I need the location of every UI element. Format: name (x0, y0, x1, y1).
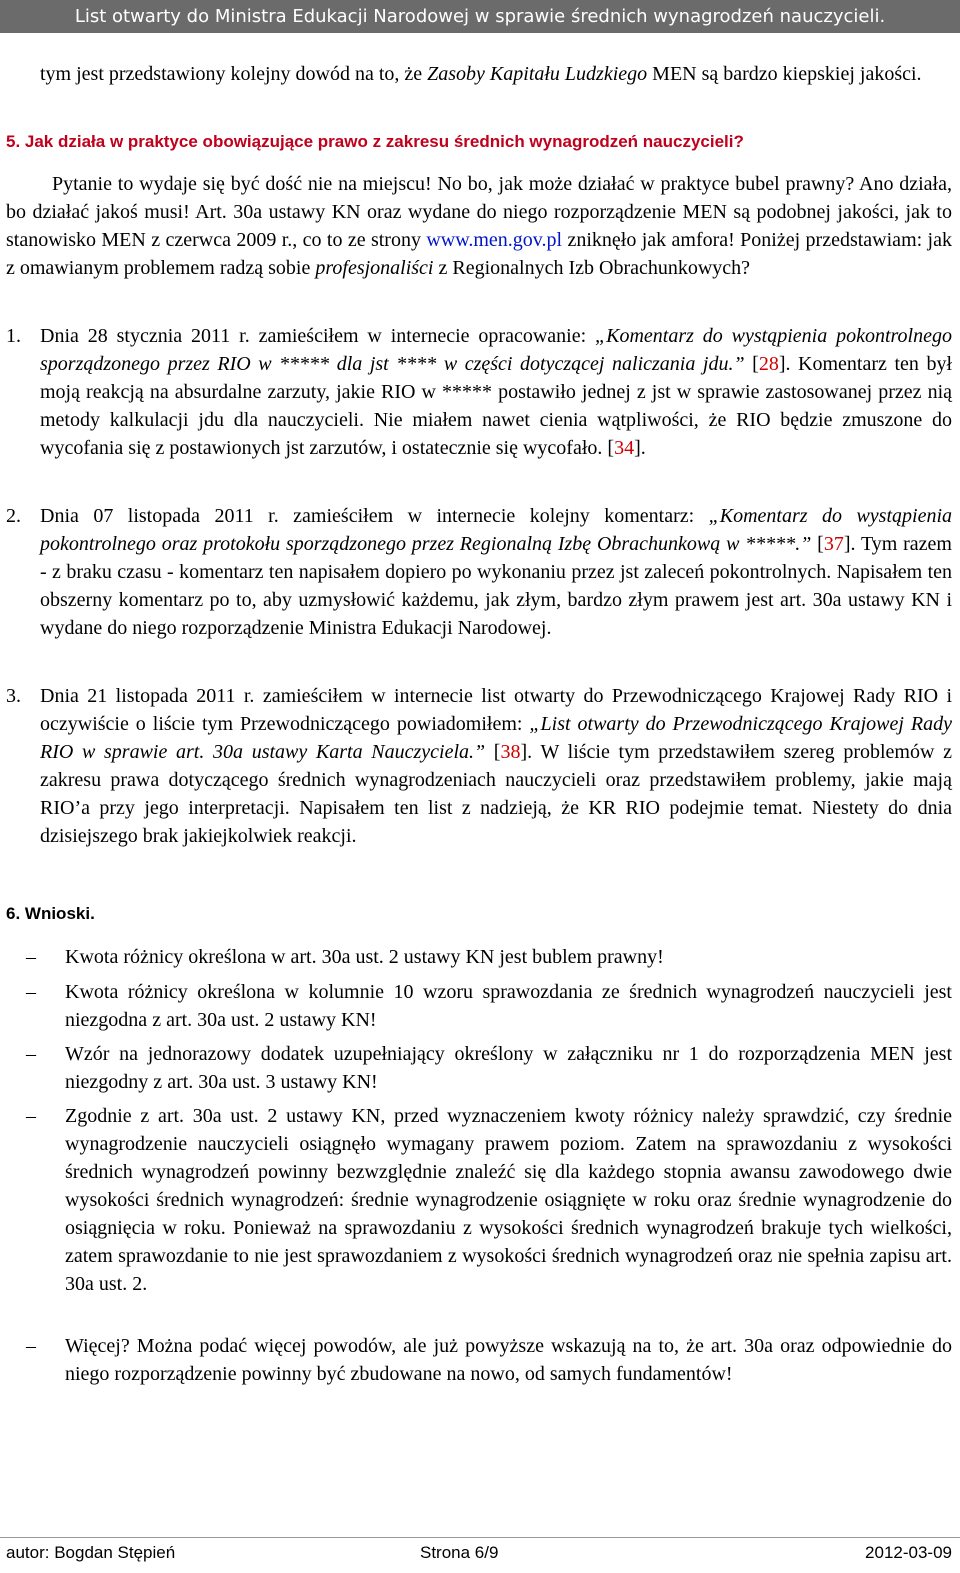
list-item: Dnia 28 stycznia 2011 r. zamieściłem w internecie opracowanie: „Komentarz do wystąpienia pokontrolnego sporządzonego przez RIO w ***** dla jst **** w części dotyczącej naliczania jdu.” [28]. Komentarz ten był moją reakcją na absurdalne zarzuty, jakie RIO w ***** postawiło jednej z jst w sprawie zastosowanej przez nią metody kalkulacji jdu dla nauczycieli. Nie miałem nawet cienia wątpliwości, że RIO będzie zmuszone do wycofania się z postawionych jst zarzutów, i ostatecznie się wycofało. [34]. (40, 325, 953, 459)
page-header: List otwarty do Ministra Edukacji Narodowej w sprawie średnich wynagrodzeń nauczycieli. (0, 0, 960, 33)
bullet-dash: – (26, 981, 36, 1003)
list-item: Dnia 07 listopada 2011 r. zamieściłem w internecie kolejny komentarz: „Komentarz do wystąpienia pokontrolnego oraz protokołu sporządzonego przez Regionalną Izbę Obrachunkową w *****.” [37]. Tym razem - z braku czasu - komentarz ten napisałem dopiero po wykonaniu przez jst zaleceń pokontrolnych. Napisałem ten obszerny komentarz po to, aby uzmysłowić każdemu, jak złym, bardzo złym prawem jest art. 30a ustawy KN i wydane do niego rozporządzenie Ministra Edukacji Narodowej. (40, 505, 953, 639)
bullet-item: Zgodnie z art. 30a ust. 2 ustawy KN, przed wyznaczeniem kwoty różnicy należy sprawdzić, czy średnie wynagrodzenie nauczycieli osiągnęło wymagany prawem poziom. Zatem na sprawozdaniu z wysokości średnich wynagrodzeń powinny bezwzględnie znaleźć się dla każdego stopnia awansu zawodowego dwie wysokości średnich wynagrodzeń: średnie wynagrodzenie osiągnięte w roku oraz średnie wynagrodzenie do osiągnięcia w roku. Ponieważ na sprawozdaniu z wysokości średnich wynagrodzeń brakuje tych wielkości, zatem sprawozdanie to nie jest sprawozdaniem z wysokości średnich wynagrodzeń oraz nie spełnia zapisu art. 30a ust. 2. (65, 1105, 952, 1295)
footer-page-number: Strona 6/9 (420, 1543, 499, 1562)
bullet-dash: – (26, 1105, 36, 1127)
footer-date: 2012-03-09 (865, 1543, 952, 1562)
bullet-dash: – (26, 1043, 36, 1065)
list-item-number: 3. (6, 685, 21, 707)
footer-divider (0, 1537, 960, 1538)
reference-link[interactable]: 37 (823, 533, 844, 555)
reference-link[interactable]: 38 (500, 741, 521, 763)
intro-paragraph: tym jest przedstawiony kolejny dowód na to, że Zasoby Kapitału Ludzkiego MEN są bardzo kiepskiej jakości. (40, 63, 922, 85)
men-link[interactable]: www.men.gov.pl (426, 229, 563, 251)
reference-link[interactable]: 28 (758, 353, 779, 375)
bullet-item: Wzór na jednorazowy dodatek uzupełniający określony w załączniku nr 1 do rozporządzenia MEN jest niezgodny z art. 30a ust. 3 ustawy KN! (65, 1043, 952, 1093)
list-item-number: 2. (6, 505, 21, 527)
bullet-dash: – (26, 1335, 36, 1357)
section-5-paragraph: Pytanie to wydaje się być dość nie na miejscu! No bo, jak może działać w praktyce bubel prawny? Ano działa, bo działać jakoś musi! Art. 30a ustawy KN oraz wydane do niego rozporządzenie MEN są podobnej jakości, jak to stanowisko MEN z czerwca 2009 r., co to ze strony www.men.gov.pl zniknęło jak amfora! Poniżej przedstawiam: jak z omawianym problemem radzą sobie profesjonaliści z Regionalnych Izb Obrachunkowych? (6, 173, 952, 279)
bullet-item: Kwota różnicy określona w kolumnie 10 wzoru sprawozdania ze średnich wynagrodzeń nauczycieli jest niezgodna z art. 30a ust. 2 ustawy KN! (65, 981, 952, 1031)
section-5-heading: 5. Jak działa w praktyce obowiązujące prawo z zakresu średnich wynagrodzeń nauczycieli? (6, 132, 744, 151)
section-6-heading: 6. Wnioski. (6, 904, 95, 923)
reference-link[interactable]: 34 (614, 437, 635, 459)
list-item-number: 1. (6, 325, 21, 347)
bullet-item: Kwota różnicy określona w art. 30a ust. 2 ustawy KN jest bublem prawny! (65, 946, 664, 968)
list-item: Dnia 21 listopada 2011 r. zamieściłem w internecie list otwarty do Przewodniczącego Krajowej Rady RIO i oczywiście o liście tym Przewodniczącego powiadomiłem: „List otwarty do Przewodniczącego Krajowej Rady RIO w sprawie art. 30a ustawy Karta Nauczyciela.” [38]. W liście tym przedstawiłem szereg problemów z zakresu prawa dotyczącego średnich wynagrodzeniach nauczycieli oraz przedstawiłem problemy, jakie mają RIO’a przy jego interpretacji. Napisałem ten list z nadzieją, że KR RIO podejmie temat. Niestety do dnia dzisiejszego brak jakiejkolwiek reakcji. (40, 685, 952, 847)
bullet-item: Więcej? Można podać więcej powodów, ale już powyższe wskazują na to, że art. 30a oraz odpowiednie do niego rozporządzenie powinny być zbudowane na nowo, od samych fundamentów! (65, 1335, 952, 1385)
bullet-dash: – (26, 946, 36, 968)
footer-author: autor: Bogdan Stępień (6, 1543, 176, 1562)
